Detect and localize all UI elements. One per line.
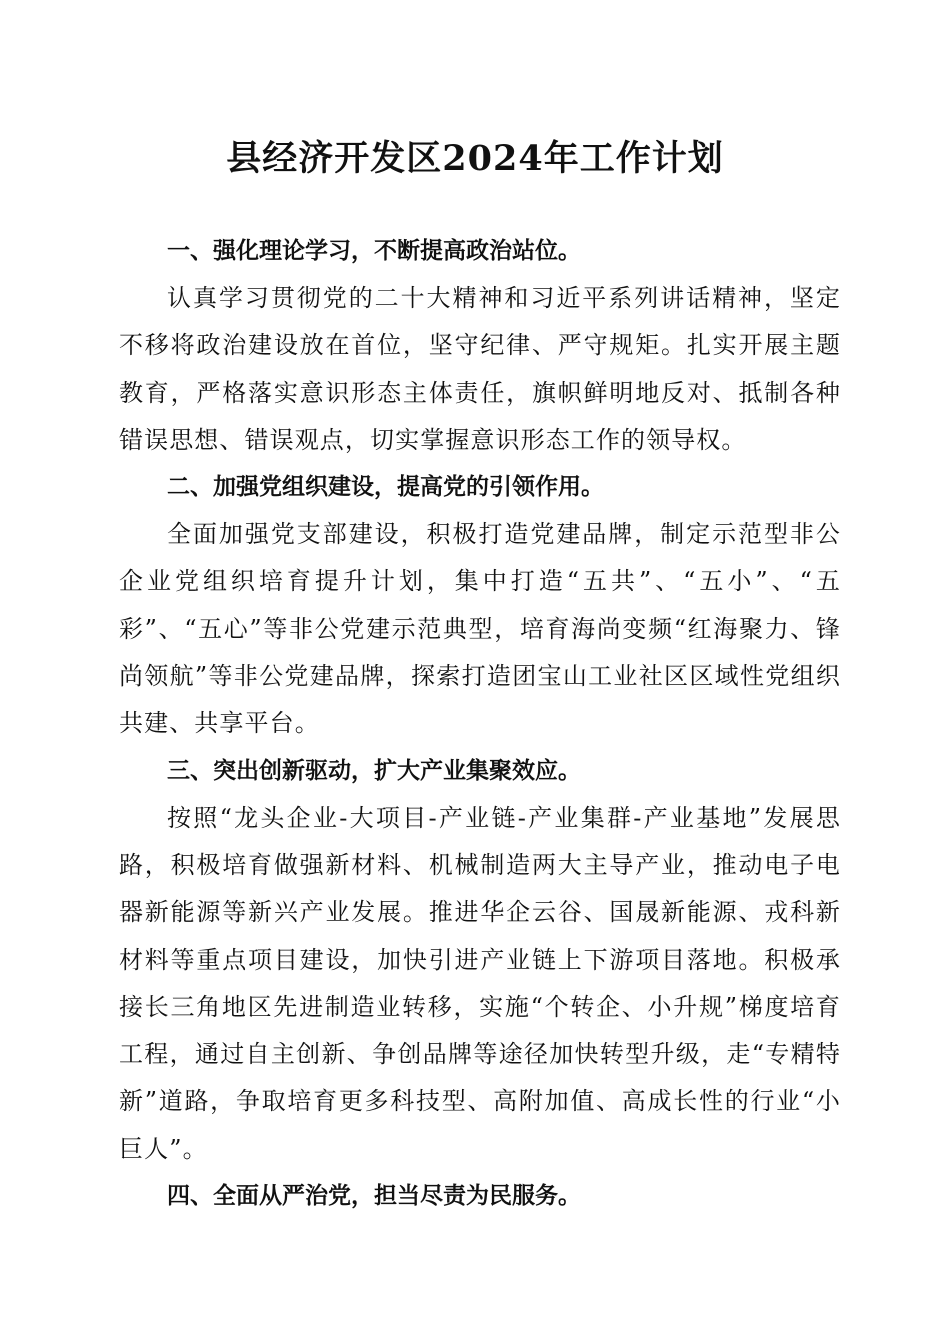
- section-heading-2: 二、加强党组织建设，提高党的引领作用。: [167, 474, 604, 501]
- section-paragraph-2: 全面加强党支部建设，积极打造党建品牌，制定示范型非公企业党组织培育提升计划，集中打造“五共”、“五小”、“五彩”、“五心”等非公党建示范典型，培育海尚变频“红海聚力、锋尚领航”等非公党建品牌，探索打造团宝山工业社区区域性党组织共建、共享平台。: [119, 520, 841, 738]
- section-paragraph-3: 按照“龙头企业-大项目-产业链-产业集群-产业基地”发展思路，积极培育做强新材料、机械制造两大主导产业，推动电子电器新能源等新兴产业发展。推进华企云谷、国晟新能源、戎科新材料等重点项目建设，加快引进产业链上下游项目落地。积极承接长三角地区先进制造业转移，实施“个转企、小升规”梯度培育工程，通过自主创新、争创品牌等途径加快转型升级，走“专精特新”道路，争取培育更多科技型、高附加值、高成长性的行业“小巨人”。: [119, 803, 841, 1163]
- section-paragraph-1: 认真学习贯彻党的二十大精神和习近平系列讲话精神，坚定不移将政治建设放在首位，坚守纪律、严守规矩。扎实开展主题教育，严格落实意识形态主体责任，旗帜鲜明地反对、抵制各种错误思想、错误观点，切实掌握意识形态工作的领导权。: [119, 284, 841, 454]
- document-body: [119, 228, 841, 1220]
- page-title: 县经济开发区2024年工作计划: [226, 138, 724, 179]
- section-heading-4: 四、全面从严治党，担当尽责为民服务。: [167, 1183, 581, 1210]
- section-heading-3: 三、突出创新驱动，扩大产业集聚效应。: [167, 757, 581, 784]
- section-heading-1: 一、强化理论学习，不断提高政治站位。: [167, 238, 581, 264]
